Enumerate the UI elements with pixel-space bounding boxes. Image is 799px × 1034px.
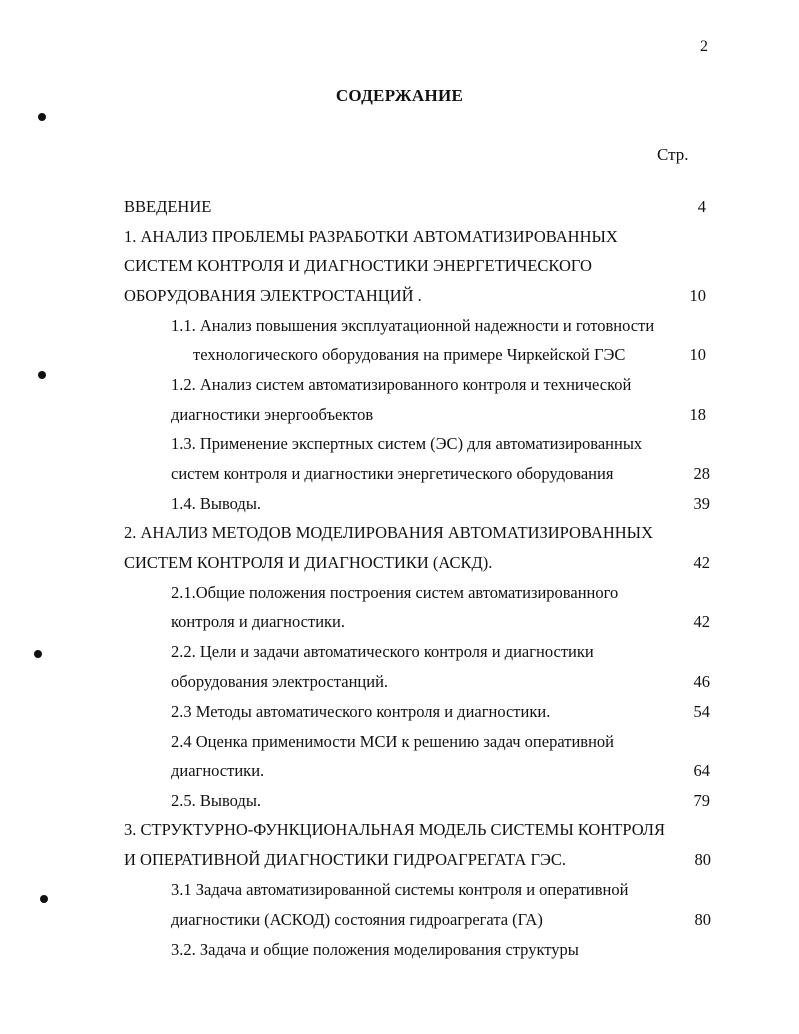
toc-entry-line: 2.2. Цели и задачи автоматического контроля и диагностики — [171, 642, 594, 661]
toc-entry-line: СИСТЕМ КОНТРОЛЯ И ДИАГНОСТИКИ (АСКД). — [124, 553, 493, 572]
toc-entry-line: 1.2. Анализ систем автоматизированного контроля и технической — [171, 375, 632, 394]
toc-entry-line: 2.3 Методы автоматического контроля и диагностики. — [171, 702, 551, 721]
toc-entry-line: оборудования электростанций. — [171, 672, 389, 691]
toc-entry-line: СИСТЕМ КОНТРОЛЯ И ДИАГНОСТИКИ ЭНЕРГЕТИЧЕСКОГО — [124, 256, 592, 275]
toc-entry-page: 39 — [693, 494, 710, 513]
toc-entry-line: технологического оборудования на примере Чиркейской ГЭС — [193, 345, 626, 364]
toc-entry-page: 42 — [693, 553, 710, 572]
toc-entry-line: 1.4. Выводы. — [171, 494, 262, 513]
toc-entry-line: И ОПЕРАТИВНОЙ ДИАГНОСТИКИ ГИДРОАГРЕГАТА ГЭС. — [124, 850, 567, 869]
toc-entry-line: ОБОРУДОВАНИЯ ЭЛЕКТРОСТАНЦИЙ . — [124, 286, 422, 305]
binder-hole — [34, 650, 42, 658]
toc-entry-page: 42 — [693, 612, 710, 631]
toc-entry-line: систем контроля и диагностики энергетического оборудования — [171, 464, 614, 483]
binder-hole — [40, 895, 48, 903]
page-title: СОДЕРЖАНИЕ — [335, 86, 464, 105]
toc-entry-page: 4 — [697, 197, 706, 216]
binder-hole — [38, 371, 46, 379]
toc-entry-page: 28 — [693, 464, 710, 483]
toc-entry-page: 64 — [693, 761, 710, 780]
toc-entry-line: 1.1. Анализ повышения эксплуатационной надежности и готовности — [171, 316, 655, 335]
toc-entry-line: диагностики. — [171, 761, 265, 780]
toc-entry-page: 10 — [689, 286, 706, 305]
toc-entry-line: 1. АНАЛИЗ ПРОБЛЕМЫ РАЗРАБОТКИ АВТОМАТИЗИРОВАННЫХ — [124, 227, 618, 246]
toc-entry-page: 80 — [694, 910, 711, 929]
toc-entry-line: ВВЕДЕНИЕ — [124, 197, 212, 216]
toc-entry-page: 79 — [693, 791, 710, 810]
toc-entry-line: 2.4 Оценка применимости МСИ к решению задач оперативной — [171, 732, 614, 751]
toc-entry-line: 2.1.Общие положения построения систем автоматизированного — [171, 583, 619, 602]
binder-hole — [38, 113, 46, 121]
page-number: 2 — [700, 38, 708, 55]
toc-entry-line: 2. АНАЛИЗ МЕТОДОВ МОДЕЛИРОВАНИЯ АВТОМАТИЗИРОВАННЫХ — [124, 523, 653, 542]
toc-entry-line: диагностики (АСКОД) состояния гидроагрегата (ГА) — [171, 910, 543, 929]
toc-entry-line: 1.3. Применение экспертных систем (ЭС) для автоматизированных — [171, 434, 643, 453]
toc-entry-line: контроля и диагностики. — [171, 612, 345, 631]
toc-entry-line: 3. СТРУКТУРНО-ФУНКЦИОНАЛЬНАЯ МОДЕЛЬ СИСТЕМЫ КОНТРОЛЯ — [124, 820, 666, 839]
toc-entry-page: 10 — [689, 345, 706, 364]
page-column-label: Стр. — [657, 145, 689, 164]
toc-entry-page: 54 — [693, 702, 710, 721]
toc-entry-page: 18 — [689, 405, 706, 424]
toc-entry-line: диагностики энергообъектов — [171, 405, 374, 424]
toc-entry-line: 3.2. Задача и общие положения моделирования структуры — [171, 940, 579, 959]
toc-entry-page: 80 — [694, 850, 711, 869]
toc-entry-line: 3.1 Задача автоматизированной системы контроля и оперативной — [171, 880, 629, 899]
toc-entry-line: 2.5. Выводы. — [171, 791, 262, 810]
toc-entry-page: 46 — [693, 672, 710, 691]
